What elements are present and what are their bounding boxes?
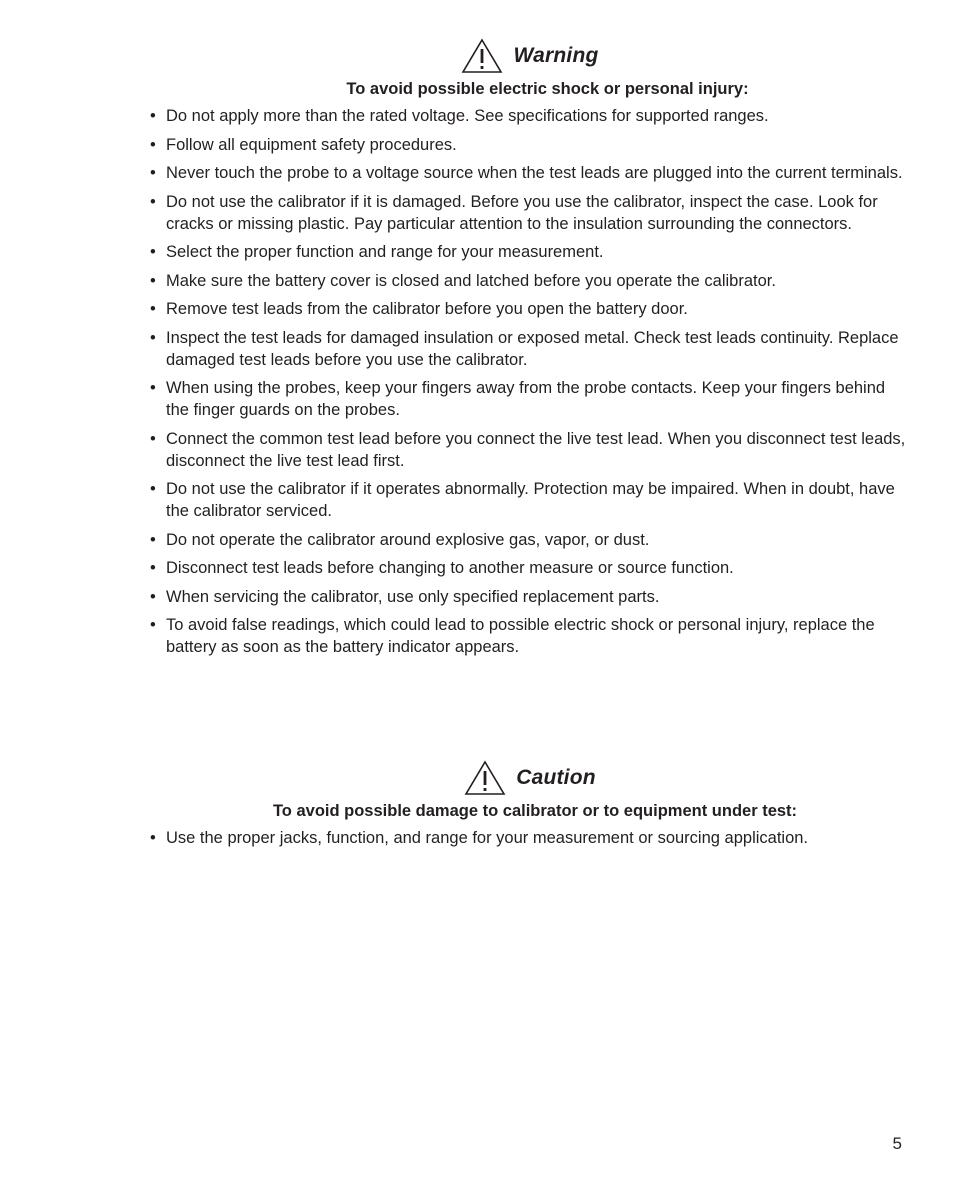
warning-heading: [150, 36, 910, 76]
list-item: • Do not operate the calibrator around explosive gas, vapor, or dust.: [150, 530, 650, 549]
list-item: • Do not use the calibrator if it operates abnormally. Protection may be impaired. When in doubt, have the calibrator serviced.: [150, 480, 895, 520]
warning-list: [150, 105, 910, 658]
caution-list: [150, 827, 910, 849]
warning-subtitle: To avoid possible electric shock or personal injury:: [346, 80, 749, 98]
list-item: • To avoid false readings, which could lead to possible electric shock or personal injury, replace the battery as soon as the battery indicator appears.: [150, 616, 875, 656]
list-item: • Disconnect test leads before changing to another measure or source function.: [150, 559, 734, 577]
list-item: • Make sure the battery cover is closed and latched before you operate the calibrator.: [150, 271, 776, 290]
list-item: • Follow all equipment safety procedures.: [150, 135, 457, 154]
list-item: • Do not apply more than the rated voltage. See specifications for supported ranges.: [150, 107, 769, 125]
list-item: • When servicing the calibrator, use only specified replacement parts.: [150, 587, 660, 606]
warning-title: Warning: [513, 44, 599, 67]
caution-heading: [150, 758, 910, 798]
list-item: • Use the proper jacks, function, and range for your measurement or sourcing application.: [150, 829, 809, 847]
caution-triangle-icon: [464, 760, 506, 796]
list-item: • When using the probes, keep your fingers away from the probe contacts. Keep your fingers behind the finger guards on the probes.: [150, 379, 886, 419]
caution-subtitle: To avoid possible damage to calibrator or to equipment under test:: [272, 802, 798, 820]
warning-section: [150, 36, 910, 665]
list-item: • Remove test leads from the calibrator before you open the battery door.: [150, 300, 688, 318]
page-number: 5: [892, 1134, 902, 1153]
warning-triangle-icon: [461, 38, 503, 74]
caution-section: [150, 758, 910, 856]
list-item: • Do not use the calibrator if it is damaged. Before you use the calibrator, inspect the case. Look for cracks or missing plastic. Pay particular attention to the insulation surrounding the connectors.: [150, 192, 878, 233]
list-item: • Inspect the test leads for damaged insulation or exposed metal. Check test leads continuity. Replace damaged test leads before you use the calibrator.: [150, 328, 899, 369]
list-item: • Never touch the probe to a voltage source when the test leads are plugged into the current terminals.: [150, 164, 903, 182]
list-item: • Connect the common test lead before you connect the live test lead. When you disconnect test leads, disconnect the live test lead first.: [150, 429, 906, 470]
list-item: • Select the proper function and range for your measurement.: [150, 243, 604, 261]
caution-title: Caution: [516, 766, 596, 789]
